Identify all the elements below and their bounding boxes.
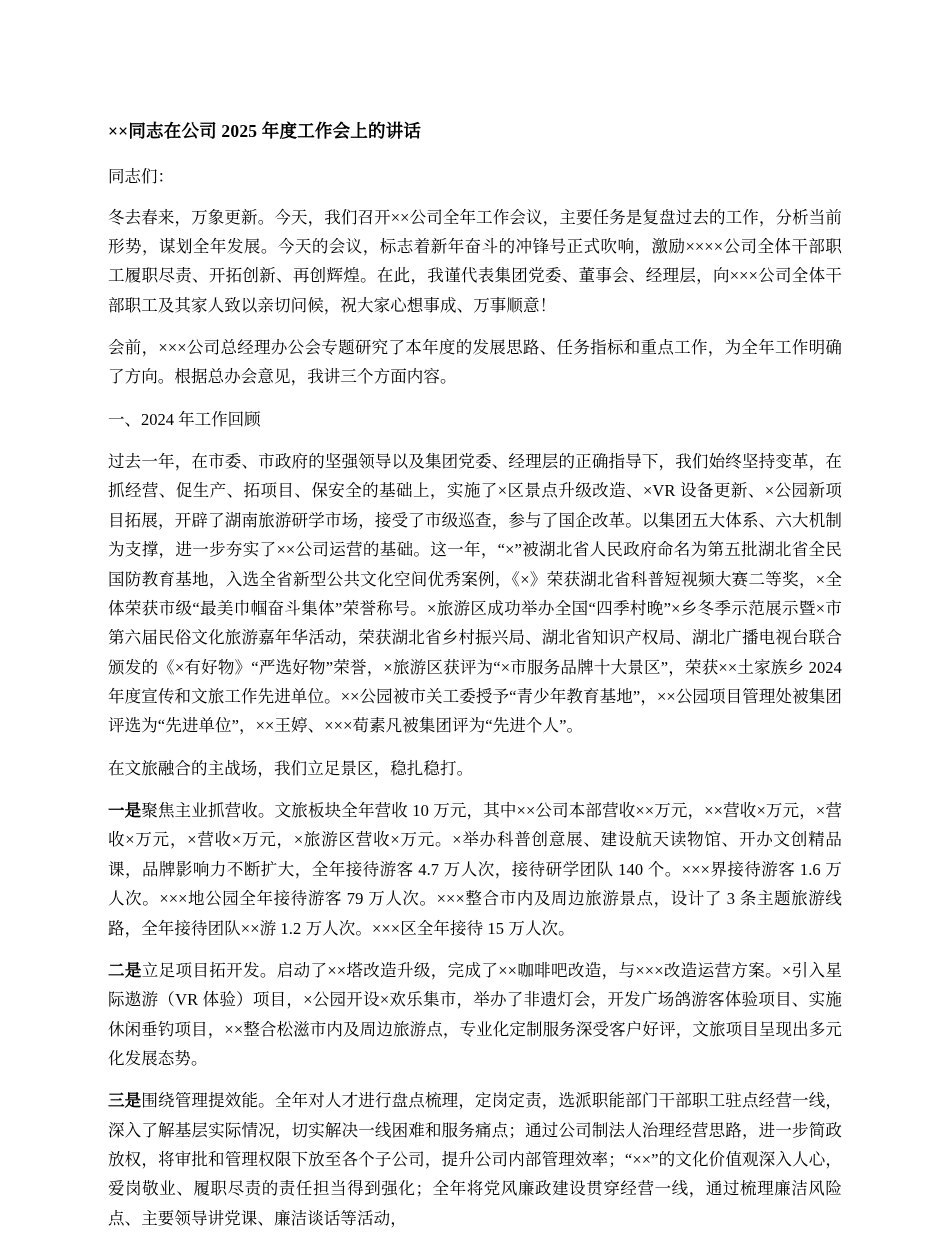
point-label-one: 一是 bbox=[108, 801, 142, 821]
point-text-two: 立足项目拓开发。启动了××塔改造升级，完成了××咖啡吧改造，与×××改造运营方案。×引入星际遨游（VR 体验）项目，×公园开设×欢乐集市，举办了非遗灯会，开发广场鸽游客体验项目、实施休闲垂钓项目，××整合松滋市内及周边旅游点，专业化定制服务深受客户好评，文旅项目呈现出多元化发展态势。 bbox=[108, 960, 842, 1068]
point-item-three bbox=[108, 1086, 842, 1233]
salutation: 同志们： bbox=[108, 167, 174, 187]
paragraph-lead-in: 在文旅融合的主战场，我们立足景区，稳扎稳打。 bbox=[108, 758, 474, 778]
point-label-three: 三是 bbox=[108, 1091, 142, 1111]
point-label-two: 二是 bbox=[108, 960, 142, 980]
point-text-three: 围绕管理提效能。全年对人才进行盘点梳理，定岗定责，选派职能部门干部职工驻点经营一线，深入了解基层实际情况，切实解决一线困难和服务痛点；通过公司制法人治理经营思路，进一步简政放权，将审批和管理权限下放至各个子公司，提升公司内部管理效率；“××”的文化价值观深入人心，爱岗敬业、履职尽责的责任担当得到强化；全年将党风廉政建设贯穿经营一线，通过梳理廉洁风险点、主要领导讲党课、廉洁谈话等活动， bbox=[108, 1091, 843, 1228]
page-title: ××同志在公司 2025 年度工作会上的讲话 bbox=[108, 121, 422, 141]
point-item-two bbox=[108, 956, 842, 1073]
paragraph-meeting-preface: 会前，×××公司总经理办公会专题研究了本年度的发展思路、任务指标和重点工作，为全年工作明确了方向。根据总办会意见，我讲三个方面内容。 bbox=[108, 338, 842, 387]
point-item-one bbox=[108, 796, 842, 943]
paragraph-year-review: 过去一年，在市委、市政府的坚强领导以及集团党委、经理层的正确指导下，我们始终坚持变革，在抓经营、促生产、拓项目、保安全的基础上，实施了×区景点升级改造、×VR 设备更新、×公园新项目拓展，开辟了湖南旅游研学市场，接受了市级巡查，参与了国企改革。以集团五大体系、六大机制为支撑，进一步夯实了××公司运营的基础。这一年，“×”被湖北省人民政府命名为第五批湖北省全民国防教育基地，入选全省新型公共文化空间优秀案例，《×》荣获湖北省科普短视频大赛二等奖，×全体荣获市级“最美巾帼奋斗集体”荣誉称号。×旅游区成功举办全国“四季村晚”×乡冬季示范展示暨×市第六届民俗文化旅游嘉年华活动，荣获湖北省乡村振兴局、湖北省知识产权局、湖北广播电视台联合颁发的《×有好物》“严选好物”荣誉，×旅游区获评为“×市服务品牌十大景区”，荣获××土家族乡 2024 年度宣传和文旅工作先进单位。××公园被市关工委授予“青少年教育基地”，××公园项目管理处被集团评选为“先进单位”，××王婷、×××荀素凡被集团评为“先进个人”。 bbox=[108, 452, 842, 736]
paragraph-opening: 冬去春来，万象更新。今天，我们召开××公司全年工作会议，主要任务是复盘过去的工作，分析当前形势，谋划全年发展。今天的会议，标志着新年奋斗的冲锋号正式吹响，激励××××公司全体干部职工履职尽责、开拓创新、再创辉煌。在此，我谨代表集团党委、董事会、经理层，向×××公司全体干部职工及其家人致以亲切问候，祝大家心想事成、万事顺意！ bbox=[108, 207, 842, 315]
section-heading-2024-review: 一、2024 年工作回顾 bbox=[108, 409, 261, 429]
point-text-one: 聚焦主业抓营收。文旅板块全年营收 10 万元，其中××公司本部营收××万元，××营收×万元，×营收×万元，×营收×万元，×旅游区营收×万元。×举办科普创意展、建设航天读物馆、开办文创精品课，品牌影响力不断扩大，全年接待游客 4.7 万人次，接待研学团队 140 个。×××界接待游客 1.6 万人次。×××地公园全年接待游客 79 万人次。×××整合市内及周边旅游景点，设计了 3 条主题旅游线路，全年接待团队××游 1.2 万人次。×××区全年接待 15 万人次。 bbox=[108, 801, 842, 938]
